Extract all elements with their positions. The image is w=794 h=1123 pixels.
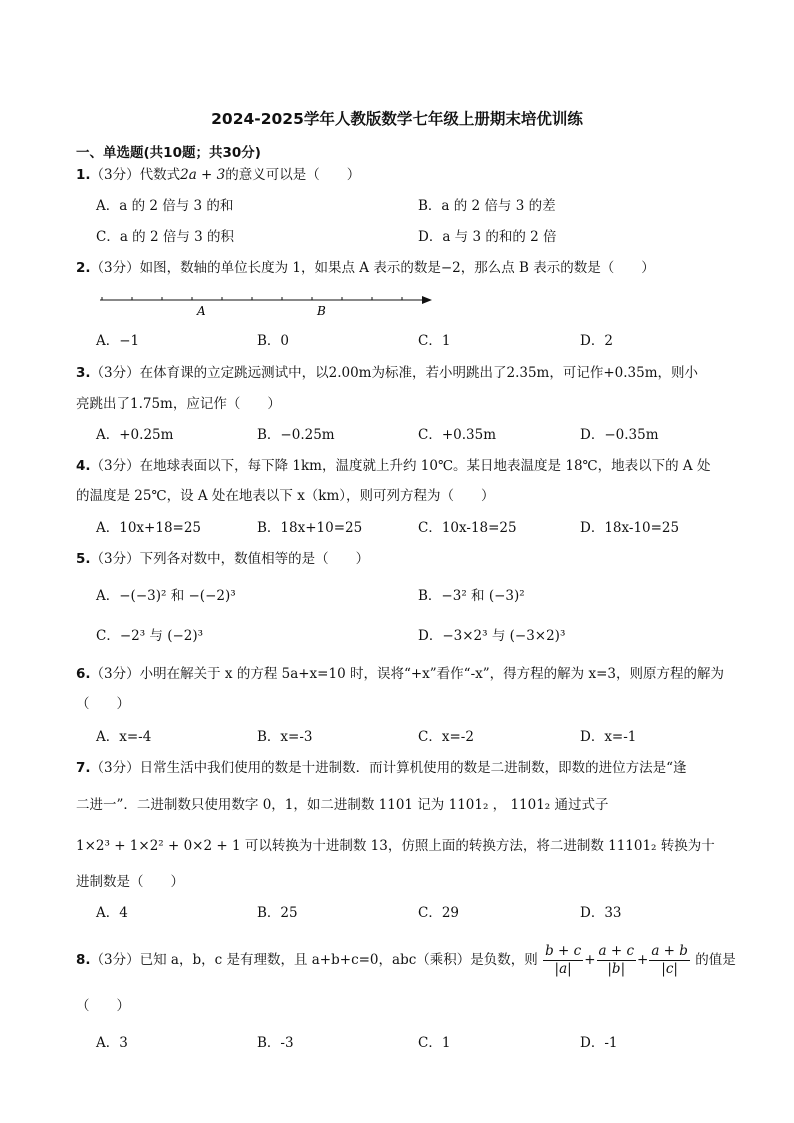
question-4-cont: 的温度是 25℃，设 A 处在地表以下 x（km），则可列方程为（ ） bbox=[76, 488, 495, 504]
option-d: D．−3×2³ 与 (−3×2)³ bbox=[418, 628, 566, 644]
question-score: （3分） bbox=[90, 365, 140, 381]
question-score: （3分） bbox=[90, 260, 140, 276]
option-d: D．x=-1 bbox=[580, 729, 637, 745]
option-c: C．+0.35m bbox=[418, 427, 497, 443]
question-number: 8. bbox=[76, 952, 91, 968]
question-score: （3分） bbox=[90, 760, 140, 776]
option-a: A．x=-4 bbox=[96, 729, 152, 745]
option-a: A．a 的 2 倍与 3 的和 bbox=[96, 198, 234, 214]
option-a: A．4 bbox=[96, 905, 128, 921]
question-4: 4.（3分）在地球表面以下，每下降 1km，温度就上升约 10℃。某日地表温度是 18℃，地表以下的 A 处 bbox=[76, 458, 711, 474]
fraction-3: $\frac{a + b}{|c|}$ bbox=[651, 943, 688, 977]
question-1: 1.（3分）代数式2a + 3的意义可以是（ ） bbox=[76, 167, 361, 183]
math-expression: 2a + 3 bbox=[180, 167, 226, 183]
question-6-cont: （ ） bbox=[76, 696, 130, 712]
option-c: C．29 bbox=[418, 905, 460, 921]
question-number: 2. bbox=[76, 260, 91, 276]
number-line-figure bbox=[96, 288, 441, 320]
question-7: 7.（3分）日常生活中我们使用的数是十进制数．而计算机使用的数是二进制数，即数的进位方法是“逢 bbox=[76, 760, 687, 776]
question-score: （3分） bbox=[90, 952, 140, 968]
question-score: （3分） bbox=[90, 458, 140, 474]
question-6: 6.（3分）小明在解关于 x 的方程 5a+x=10 时，误将“+x”看作“-x”，得方程的解为 x=3，则原方程的解为 bbox=[76, 666, 724, 682]
question-3: 3.（3分）在体育课的立定跳远测试中，以2.00m为标准，若小明跳出了2.35m，可记作+0.35m，则小 bbox=[76, 365, 699, 381]
option-d: D．18x-10=25 bbox=[580, 520, 680, 536]
point-b-label: B bbox=[317, 304, 326, 318]
fraction-1: $\frac{b + c}{|a|}$ bbox=[545, 943, 582, 977]
question-score: （3分） bbox=[90, 167, 140, 183]
option-b: B．−0.25m bbox=[257, 427, 335, 443]
option-b: B．18x+10=25 bbox=[257, 520, 363, 536]
option-d: D．−0.35m bbox=[580, 427, 659, 443]
fraction-2: $\frac{a + c}{|b|}$ bbox=[598, 943, 635, 977]
option-a: A．−1 bbox=[96, 333, 140, 349]
option-d: D．2 bbox=[580, 333, 613, 349]
question-7-cont: 进制数是（ ） bbox=[76, 874, 184, 890]
option-b: B．a 的 2 倍与 3 的差 bbox=[418, 198, 556, 214]
option-b: B．−3² 和 (−3)² bbox=[418, 588, 525, 604]
question-7-cont: 二进一”．二进制数只使用数字 0，1，如二进制数 1101 记为 1101₂ ， 1101₂ 通过式子 bbox=[76, 797, 609, 813]
question-number: 3. bbox=[76, 365, 91, 381]
page-title: 2024-2025学年人教版数学七年级上册期末培优训练 bbox=[211, 110, 583, 128]
option-b: B．x=-3 bbox=[257, 729, 313, 745]
question-number: 1. bbox=[76, 167, 91, 183]
question-2: 2.（3分）如图，数轴的单位长度为 1，如果点 A 表示的数是−2，那么点 B 表示的数是（ ） bbox=[76, 260, 655, 276]
question-number: 5. bbox=[76, 551, 91, 567]
option-d: D．a 与 3 的和的 2 倍 bbox=[418, 229, 557, 245]
option-c: C．1 bbox=[418, 1035, 451, 1051]
option-a: A．+0.25m bbox=[96, 427, 174, 443]
question-8-cont: （ ） bbox=[76, 998, 130, 1014]
option-c: C．1 bbox=[418, 333, 451, 349]
point-a-label: A bbox=[197, 304, 206, 318]
question-score: （3分） bbox=[90, 666, 140, 682]
question-number: 7. bbox=[76, 760, 91, 776]
question-3-cont: 亮跳出了1.75m，应记作（ ） bbox=[76, 396, 281, 412]
question-number: 4. bbox=[76, 458, 91, 474]
option-b: B．25 bbox=[257, 905, 298, 921]
option-c: C．−2³ 与 (−2)³ bbox=[96, 628, 204, 644]
option-d: D．33 bbox=[580, 905, 622, 921]
option-d: D．-1 bbox=[580, 1035, 618, 1051]
option-b: B．-3 bbox=[257, 1035, 294, 1051]
option-a: A．10x+18=25 bbox=[96, 520, 202, 536]
question-number: 6. bbox=[76, 666, 91, 682]
option-c: C．10x-18=25 bbox=[418, 520, 517, 536]
section-heading: 一、单选题(共10题；共30分) bbox=[76, 145, 261, 161]
option-a: A．−(−3)² 和 −(−2)³ bbox=[96, 588, 236, 604]
question-5: 5.（3分）下列各对数中，数值相等的是（ ） bbox=[76, 551, 370, 567]
option-a: A．3 bbox=[96, 1035, 128, 1051]
option-c: C．x=-2 bbox=[418, 729, 474, 745]
question-7-cont: 1×2³ + 1×2² + 0×2 + 1 可以转换为十进制数 13，仿照上面的转换方法，将二进制数 11101₂ 转换为十 bbox=[76, 838, 715, 854]
option-b: B．0 bbox=[257, 333, 290, 349]
question-8: 8.（3分）已知 a，b，c 是有理数，且 a+b+c=0，abc（乘积）是负数，则 $\frac{b + c}{|a|}$ + $\frac{a + c}{|b|}$ + $\frac{a + b}{|c|}$ 的值是 bbox=[76, 943, 736, 977]
option-c: C．a 的 2 倍与 3 的积 bbox=[96, 229, 235, 245]
question-score: （3分） bbox=[90, 551, 140, 567]
